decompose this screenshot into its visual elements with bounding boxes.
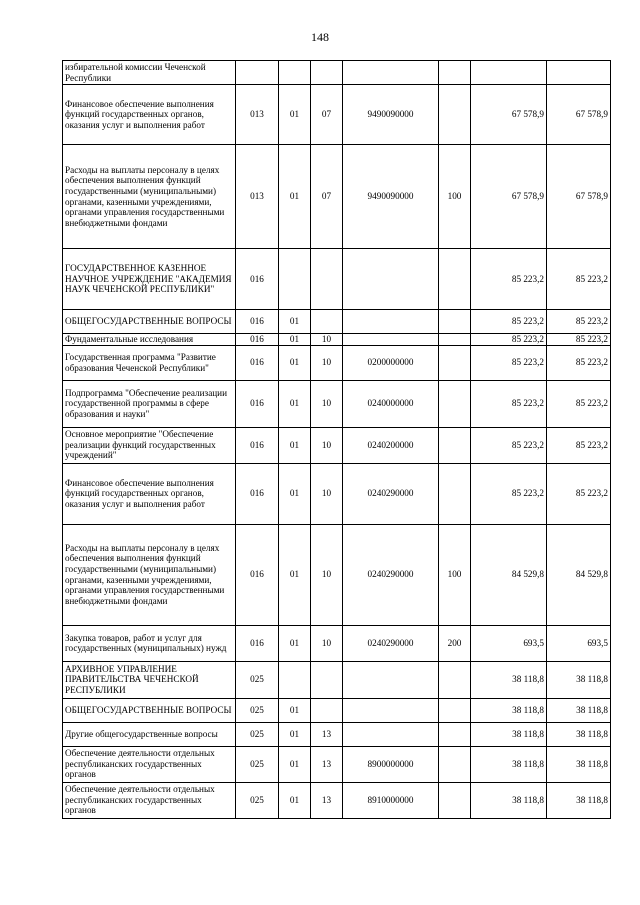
cell-amount-1: 38 118,8 bbox=[471, 722, 547, 746]
cell-name: избирательной комиссии Чеченской Республики bbox=[63, 61, 236, 85]
cell-name: Другие общегосударственные вопросы bbox=[63, 722, 236, 746]
cell-section bbox=[279, 61, 311, 85]
cell-subsection: 10 bbox=[311, 463, 343, 524]
cell-subsection bbox=[311, 661, 343, 698]
table-row bbox=[63, 380, 611, 427]
cell-ministry-code: 013 bbox=[236, 85, 279, 145]
cell-name: Расходы на выплаты персоналу в целях обеспечения выполнения функций государственными (муниципальными) органами, казенными учреждениями, органами управления государственными внебюджетными фондами bbox=[63, 524, 236, 625]
cell-ministry-code: 016 bbox=[236, 524, 279, 625]
cell-subsection: 10 bbox=[311, 334, 343, 346]
cell-subsection: 07 bbox=[311, 145, 343, 249]
cell-section: 01 bbox=[279, 625, 311, 661]
table-row bbox=[63, 310, 611, 334]
cell-section: 01 bbox=[279, 334, 311, 346]
cell-ministry-code: 016 bbox=[236, 310, 279, 334]
cell-name: Обеспечение деятельности отдельных республиканских государственных органов bbox=[63, 782, 236, 818]
cell-expense-type bbox=[439, 427, 471, 463]
cell-amount-2: 693,5 bbox=[547, 625, 611, 661]
cell-target-article bbox=[343, 661, 439, 698]
cell-amount-1: 85 223,2 bbox=[471, 380, 547, 427]
cell-name: Закупка товаров, работ и услуг для государственных (муниципальных) нужд bbox=[63, 625, 236, 661]
cell-target-article: 0200000000 bbox=[343, 345, 439, 380]
table-row bbox=[63, 698, 611, 722]
cell-target-article: 8910000000 bbox=[343, 782, 439, 818]
cell-target-article: 0240290000 bbox=[343, 625, 439, 661]
cell-expense-type bbox=[439, 310, 471, 334]
cell-amount-2: 85 223,2 bbox=[547, 334, 611, 346]
cell-ministry-code: 025 bbox=[236, 698, 279, 722]
table-row bbox=[63, 463, 611, 524]
table-row bbox=[63, 722, 611, 746]
cell-amount-1: 38 118,8 bbox=[471, 782, 547, 818]
cell-name: Государственная программа "Развитие образования Чеченской Республики" bbox=[63, 345, 236, 380]
cell-subsection: 10 bbox=[311, 345, 343, 380]
cell-section: 01 bbox=[279, 698, 311, 722]
cell-section: 01 bbox=[279, 345, 311, 380]
cell-amount-2: 67 578,9 bbox=[547, 85, 611, 145]
table-row bbox=[63, 345, 611, 380]
cell-name: ОБЩЕГОСУДАРСТВЕННЫЕ ВОПРОСЫ bbox=[63, 310, 236, 334]
cell-target-article: 9490090000 bbox=[343, 85, 439, 145]
cell-amount-2: 85 223,2 bbox=[547, 427, 611, 463]
cell-section bbox=[279, 661, 311, 698]
table-row bbox=[63, 746, 611, 782]
cell-amount-1: 85 223,2 bbox=[471, 427, 547, 463]
cell-expense-type bbox=[439, 380, 471, 427]
cell-ministry-code: 025 bbox=[236, 746, 279, 782]
cell-ministry-code: 025 bbox=[236, 722, 279, 746]
cell-subsection bbox=[311, 61, 343, 85]
table-row bbox=[63, 782, 611, 818]
cell-amount-1: 38 118,8 bbox=[471, 661, 547, 698]
cell-amount-1: 85 223,2 bbox=[471, 334, 547, 346]
cell-name: Фундаментальные исследования bbox=[63, 334, 236, 346]
cell-amount-1: 67 578,9 bbox=[471, 85, 547, 145]
cell-amount-2: 84 529,8 bbox=[547, 524, 611, 625]
cell-amount-1: 693,5 bbox=[471, 625, 547, 661]
cell-ministry-code: 013 bbox=[236, 145, 279, 249]
cell-ministry-code: 016 bbox=[236, 380, 279, 427]
cell-expense-type: 100 bbox=[439, 145, 471, 249]
cell-amount-2: 38 118,8 bbox=[547, 698, 611, 722]
cell-amount-1: 84 529,8 bbox=[471, 524, 547, 625]
table-row bbox=[63, 249, 611, 310]
cell-name: ОБЩЕГОСУДАРСТВЕННЫЕ ВОПРОСЫ bbox=[63, 698, 236, 722]
page-number: 148 bbox=[311, 30, 329, 44]
cell-target-article bbox=[343, 722, 439, 746]
cell-target-article bbox=[343, 249, 439, 310]
cell-amount-1: 38 118,8 bbox=[471, 746, 547, 782]
cell-target-article: 9490090000 bbox=[343, 145, 439, 249]
cell-name: Финансовое обеспечение выполнения функций государственных органов, оказания услуг и выполнения работ bbox=[63, 85, 236, 145]
cell-expense-type bbox=[439, 661, 471, 698]
cell-expense-type bbox=[439, 249, 471, 310]
cell-amount-1: 38 118,8 bbox=[471, 698, 547, 722]
cell-ministry-code: 016 bbox=[236, 427, 279, 463]
cell-section: 01 bbox=[279, 463, 311, 524]
cell-subsection: 10 bbox=[311, 380, 343, 427]
cell-subsection: 07 bbox=[311, 85, 343, 145]
cell-subsection: 10 bbox=[311, 625, 343, 661]
cell-ministry-code: 016 bbox=[236, 625, 279, 661]
cell-subsection bbox=[311, 698, 343, 722]
cell-amount-2: 85 223,2 bbox=[547, 345, 611, 380]
cell-amount-2: 67 578,9 bbox=[547, 145, 611, 249]
cell-ministry-code: 016 bbox=[236, 345, 279, 380]
cell-amount-2: 85 223,2 bbox=[547, 463, 611, 524]
cell-expense-type bbox=[439, 334, 471, 346]
cell-name: Расходы на выплаты персоналу в целях обеспечения выполнения функций государственными (муниципальными) органами, казенными учреждениями, органами управления государственными внебюджетными фондами bbox=[63, 145, 236, 249]
table-row bbox=[63, 145, 611, 249]
cell-expense-type: 200 bbox=[439, 625, 471, 661]
cell-amount-1: 85 223,2 bbox=[471, 310, 547, 334]
cell-ministry-code: 016 bbox=[236, 463, 279, 524]
table-row bbox=[63, 625, 611, 661]
cell-amount-2: 85 223,2 bbox=[547, 380, 611, 427]
budget-table bbox=[62, 60, 611, 819]
cell-section: 01 bbox=[279, 380, 311, 427]
cell-subsection bbox=[311, 310, 343, 334]
cell-name: Обеспечение деятельности отдельных республиканских государственных органов bbox=[63, 746, 236, 782]
cell-section: 01 bbox=[279, 524, 311, 625]
cell-section: 01 bbox=[279, 85, 311, 145]
cell-target-article: 8900000000 bbox=[343, 746, 439, 782]
cell-expense-type bbox=[439, 698, 471, 722]
cell-target-article: 0240290000 bbox=[343, 524, 439, 625]
cell-section: 01 bbox=[279, 782, 311, 818]
cell-target-article: 0240200000 bbox=[343, 427, 439, 463]
cell-subsection bbox=[311, 249, 343, 310]
table-row bbox=[63, 85, 611, 145]
cell-subsection: 13 bbox=[311, 746, 343, 782]
cell-ministry-code: 016 bbox=[236, 334, 279, 346]
cell-section: 01 bbox=[279, 310, 311, 334]
cell-amount-1: 67 578,9 bbox=[471, 145, 547, 249]
cell-target-article: 0240000000 bbox=[343, 380, 439, 427]
cell-subsection: 10 bbox=[311, 524, 343, 625]
cell-amount-2 bbox=[547, 61, 611, 85]
cell-amount-1 bbox=[471, 61, 547, 85]
cell-section: 01 bbox=[279, 746, 311, 782]
cell-section bbox=[279, 249, 311, 310]
cell-ministry-code: 025 bbox=[236, 661, 279, 698]
cell-subsection: 13 bbox=[311, 782, 343, 818]
cell-subsection: 10 bbox=[311, 427, 343, 463]
cell-amount-2: 38 118,8 bbox=[547, 661, 611, 698]
cell-name: Подпрограмма "Обеспечение реализации государственной программы в сфере образования и науки" bbox=[63, 380, 236, 427]
cell-amount-2: 38 118,8 bbox=[547, 722, 611, 746]
cell-amount-1: 85 223,2 bbox=[471, 345, 547, 380]
cell-amount-1: 85 223,2 bbox=[471, 463, 547, 524]
table-row bbox=[63, 524, 611, 625]
cell-ministry-code: 016 bbox=[236, 249, 279, 310]
cell-expense-type bbox=[439, 722, 471, 746]
budget-table-body bbox=[63, 61, 611, 819]
cell-ministry-code: 025 bbox=[236, 782, 279, 818]
cell-target-article bbox=[343, 698, 439, 722]
cell-section: 01 bbox=[279, 427, 311, 463]
cell-expense-type bbox=[439, 85, 471, 145]
cell-amount-2: 38 118,8 bbox=[547, 782, 611, 818]
cell-target-article bbox=[343, 334, 439, 346]
cell-target-article bbox=[343, 61, 439, 85]
cell-name: Финансовое обеспечение выполнения функций государственных органов, оказания услуг и выполнения работ bbox=[63, 463, 236, 524]
cell-expense-type bbox=[439, 345, 471, 380]
cell-target-article bbox=[343, 310, 439, 334]
cell-subsection: 13 bbox=[311, 722, 343, 746]
cell-amount-1: 85 223,2 bbox=[471, 249, 547, 310]
cell-section: 01 bbox=[279, 145, 311, 249]
cell-name: АРХИВНОЕ УПРАВЛЕНИЕ ПРАВИТЕЛЬСТВА ЧЕЧЕНСКОЙ РЕСПУБЛИКИ bbox=[63, 661, 236, 698]
cell-name: Основное мероприятие "Обеспечение реализации функций государственных учреждений" bbox=[63, 427, 236, 463]
cell-expense-type bbox=[439, 463, 471, 524]
table-row bbox=[63, 334, 611, 346]
cell-expense-type bbox=[439, 61, 471, 85]
cell-expense-type bbox=[439, 746, 471, 782]
cell-amount-2: 85 223,2 bbox=[547, 249, 611, 310]
cell-amount-2: 38 118,8 bbox=[547, 746, 611, 782]
cell-expense-type bbox=[439, 782, 471, 818]
cell-target-article: 0240290000 bbox=[343, 463, 439, 524]
cell-amount-2: 85 223,2 bbox=[547, 310, 611, 334]
table-row bbox=[63, 427, 611, 463]
cell-ministry-code bbox=[236, 61, 279, 85]
table-row bbox=[63, 661, 611, 698]
cell-section: 01 bbox=[279, 722, 311, 746]
cell-expense-type: 100 bbox=[439, 524, 471, 625]
cell-name: ГОСУДАРСТВЕННОЕ КАЗЕННОЕ НАУЧНОЕ УЧРЕЖДЕНИЕ "АКАДЕМИЯ НАУК ЧЕЧЕНСКОЙ РЕСПУБЛИКИ" bbox=[63, 249, 236, 310]
table-row bbox=[63, 61, 611, 85]
